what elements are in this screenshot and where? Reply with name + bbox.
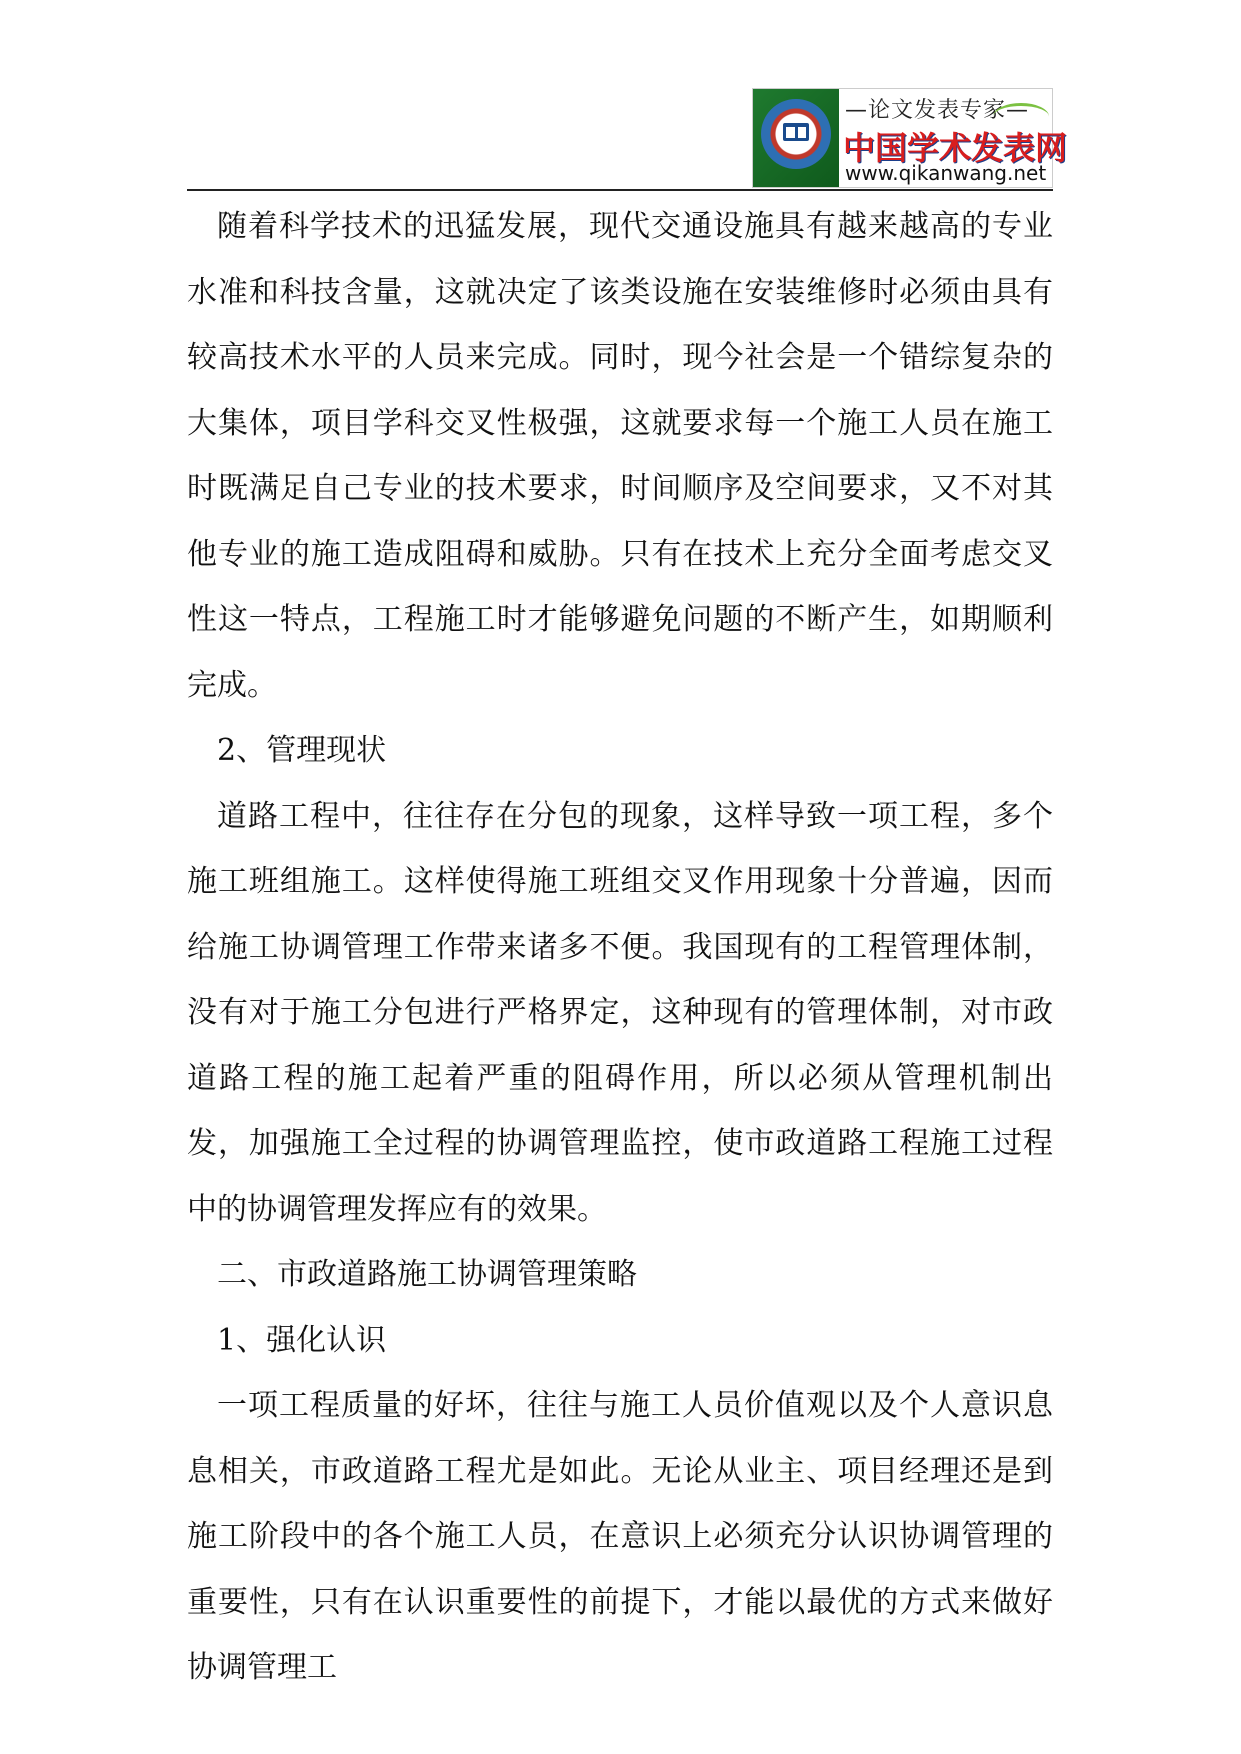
- paragraph-intro: 随着科学技术的迅猛发展，现代交通设施具有越来越高的专业水准和科技含量，这就决定了该类设施在安装维修时必须由具有较高技术水平的人员来完成。同时，现今社会是一个错综复杂的大集体，项目学科交叉性极强，这就要求每一个施工人员在施工时既满足自己专业的技术要求，时间顺序及空间要求，又不对其他专业的施工造成阻碍和威胁。只有在技术上充分全面考虑交叉性这一特点，工程施工时才能够避免问题的不断产生，如期顺利完成。: [187, 209, 1053, 703]
- logo-slogan: —论文发表专家—: [845, 98, 1030, 123]
- document-body: [187, 194, 1053, 1701]
- header-rule: [187, 189, 1053, 191]
- paragraph-awareness: 一项工程质量的好坏，往往与施工人员价值观以及个人意识息息相关，市政道路工程尤是如此。无论从业主、项目经理还是到施工阶段中的各个施工人员，在意识上必须充分认识协调管理的重要性，只有在认识重要性的前提下，才能以最优的方式来做好协调管理工: [187, 1388, 1053, 1685]
- book-icon: [783, 123, 809, 141]
- section-heading-management-status: 2、管理现状: [217, 733, 387, 768]
- paragraph-management: 道路工程中，往往存在分包的现象，这样导致一项工程，多个施工班组施工。这样使得施工班组交叉作用现象十分普遍，因而给施工协调管理工作带来诸多不便。我国现有的工程管理体制，没有对于施工分包进行严格界定，这种现有的管理体制，对市政道路工程的施工起着严重的阻碍作用，所以必须从管理机制出发，加强施工全过程的协调管理监控，使市政道路工程施工过程中的协调管理发挥应有的效果。: [187, 798, 1053, 1227]
- site-logo: [752, 88, 1068, 188]
- logo-url: www.qikanwang.net: [845, 161, 1047, 185]
- section-heading-strategies: 二、市政道路施工协调管理策略: [217, 1257, 637, 1292]
- section-heading-awareness: 1、强化认识: [217, 1322, 387, 1358]
- logo-name: 中国学术发表网: [843, 129, 1068, 167]
- logo-emblem-background: [753, 89, 839, 187]
- seal-icon: [761, 99, 831, 169]
